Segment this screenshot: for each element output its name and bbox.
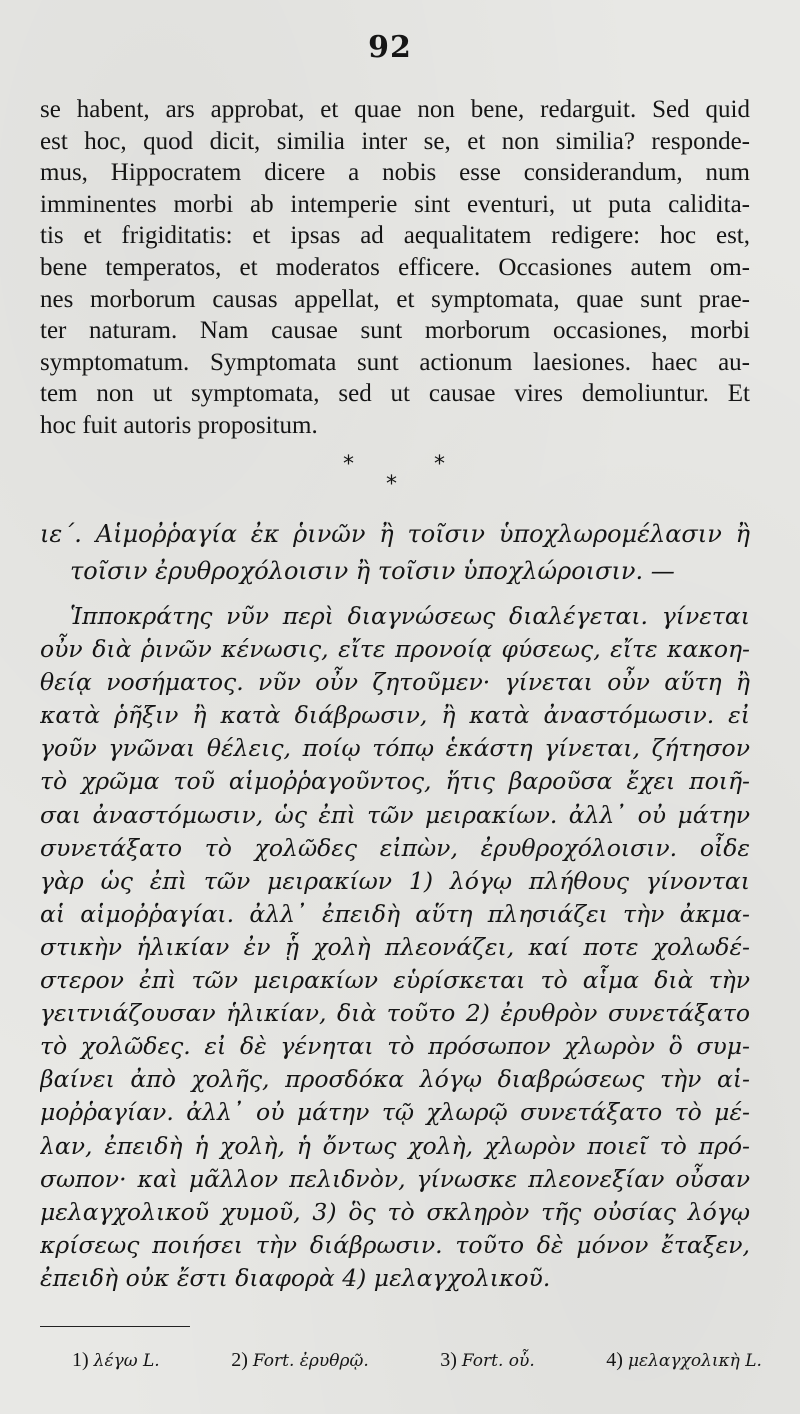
footnote-text: Fort. ἐρυθρῷ. <box>252 1351 369 1371</box>
footnotes <box>72 1346 762 1375</box>
latin-line: se habent, ars approbat, et quae non bene, redarguit. Sed quid <box>40 96 750 123</box>
footnote <box>231 1346 368 1375</box>
heading-line: ιε΄. Αἱμοῤῥαγία ἐκ ῥινῶν ἢ τοῖσιν ὑποχλωρομέλασιν ἢ <box>40 520 750 548</box>
footnote-text: λέγω L. <box>93 1351 160 1371</box>
greek-line: θείᾳ νοσήματος. νῦν οὖν ζητοῦμεν· γίνεται οὖν αὕτη ἢ <box>40 668 750 697</box>
greek-line: γειτνιάζουσαν ἡλικίαν, διὰ τοῦτο 2) ἐρυθρὸν συνετάξατο <box>40 999 750 1028</box>
greek-line: Ἱπποκράτης νῦν περὶ διαγνώσεως διαλέγεται. γίνεται <box>70 602 750 630</box>
greek-line: σαι ἀναστόμωσιν, ὡς ἐπὶ τῶν μειρακίων. ἀλλ᾽ οὐ μάτην <box>40 800 750 829</box>
footnote-text: μελαγχολικὴ L. <box>627 1351 762 1371</box>
greek-line: ἐπειδὴ οὐκ ἔστι διαφορὰ 4) μελαγχολικοῦ. <box>40 1263 551 1292</box>
greek-line: γὰρ ὡς ἐπὶ τῶν μειρακίων 1) λόγῳ πλήθους γίνονται <box>40 866 750 895</box>
aphorism-heading <box>40 516 750 590</box>
latin-line: mus, Hippocratem dicere a nobis esse considerandum, num <box>40 159 750 187</box>
greek-line: λαν, ἐπειδὴ ἡ χολὴ, ἡ ὄντως χολὴ, χλωρὸν ποιεῖ τὸ πρό- <box>40 1131 750 1160</box>
latin-line: tem non ut symptomata, sed ut causae vires demoliuntur. Et <box>40 380 750 408</box>
page-number: 92 <box>368 30 412 65</box>
latin-line: tis et frigiditatis: et ipsas ad aequalitatem redigere: hoc est, <box>40 222 750 250</box>
greek-line: τὸ χολῶδες. εἰ δὲ γένηται τὸ πρόσωπον χλωρὸν ὃ συμ- <box>40 1032 750 1061</box>
greek-line: τὸ χρῶμα τοῦ αἱμοῤῥαγοῦντος, ἥτις βαροῦσα ἔχει ποιῆ- <box>40 767 750 796</box>
greek-line: μελαγχολικοῦ χυμοῦ, 3) ὃς τὸ σκληρὸν τῆς οὐσίας λόγῳ <box>40 1197 750 1226</box>
latin-line: est hoc, quod dicit, similia inter se, et non similia? responde- <box>40 127 750 155</box>
greek-line: μοῤῥαγίαν. ἀλλ᾽ οὐ μάτην τῷ χλωρῷ συνετάξατο τὸ μέ- <box>40 1098 750 1127</box>
greek-line: γοῦν γνῶναι θέλεις, ποίῳ τόπῳ ἑκάστη γίνεται, ζήτησον <box>40 734 750 763</box>
footnote-text: Fort. οὗ. <box>461 1351 535 1371</box>
latin-line: symptomatum. Symptomata sunt actionum laesiones. haec au- <box>40 348 750 376</box>
latin-commentary <box>40 94 750 442</box>
asterisk: * <box>386 472 397 497</box>
greek-line: κρίσεως ποιήσει τὴν διάβρωσιν. τοῦτο δὲ μόνον ἔταξεν, <box>40 1230 750 1259</box>
footnote-divider <box>40 1326 190 1327</box>
greek-line: σωπον· καὶ μᾶλλον πελιδνὸν, γίνωσκε πλεονεξίαν οὖσαν <box>40 1164 750 1193</box>
greek-commentary <box>40 600 750 1295</box>
footnote <box>440 1346 535 1375</box>
latin-line: hoc fuit autoris propositum. <box>40 411 318 439</box>
greek-line: στικὴν ἡλικίαν ἐν ᾗ χολὴ πλεονάζει, καί ποτε χολωδέ- <box>40 932 750 961</box>
footnote <box>606 1346 762 1375</box>
greek-line: αἱ αἱμοῤῥαγίαι. ἀλλ᾽ ἐπειδὴ αὕτη πλησιάζει τὴν ἀκμα- <box>40 899 750 928</box>
latin-line: ter naturam. Nam causae sunt morborum occasiones, morbi <box>40 317 750 345</box>
footnote-mark: 2) <box>231 1349 248 1371</box>
greek-line: στερον ἐπὶ τῶν μειρακίων εὑρίσκεται τὸ αἷμα διὰ τὴν <box>40 966 750 995</box>
asterism-divider <box>0 452 800 502</box>
heading-line: τοῖσιν ἐρυθροχόλοισιν ἢ τοῖσιν ὑποχλώροισιν. — <box>70 557 675 585</box>
greek-line: κατὰ ῥῆξιν ἢ κατὰ διάβρωσιν, ἢ κατὰ ἀναστόμωσιν. εἰ <box>40 701 750 730</box>
asterisk: * <box>434 452 445 477</box>
greek-line: βαίνει ἀπὸ χολῆς, προσδόκα λόγῳ διαβρώσεως τὴν αἱ- <box>40 1065 750 1094</box>
latin-line: imminentes morbi ab intemperie sint eventuri, ut puta calidita- <box>40 190 750 218</box>
footnote-mark: 1) <box>72 1349 89 1371</box>
greek-line: συνετάξατο τὸ χολῶδες εἰπὼν, ἐρυθροχόλοισιν. οἶδε <box>40 833 750 862</box>
latin-line: bene temperatos, et moderatos efficere. Occasiones autem om- <box>40 253 750 281</box>
footnote-mark: 4) <box>606 1349 623 1371</box>
latin-line: nes morborum causas appellat, et symptomata, quae sunt prae- <box>40 285 750 313</box>
asterisk: * <box>343 452 354 477</box>
footnote-mark: 3) <box>440 1349 457 1371</box>
greek-line: οὖν διὰ ῥινῶν κένωσις, εἴτε προνοίᾳ φύσεως, εἴτε κακοη- <box>40 635 750 664</box>
footnote <box>72 1346 160 1375</box>
